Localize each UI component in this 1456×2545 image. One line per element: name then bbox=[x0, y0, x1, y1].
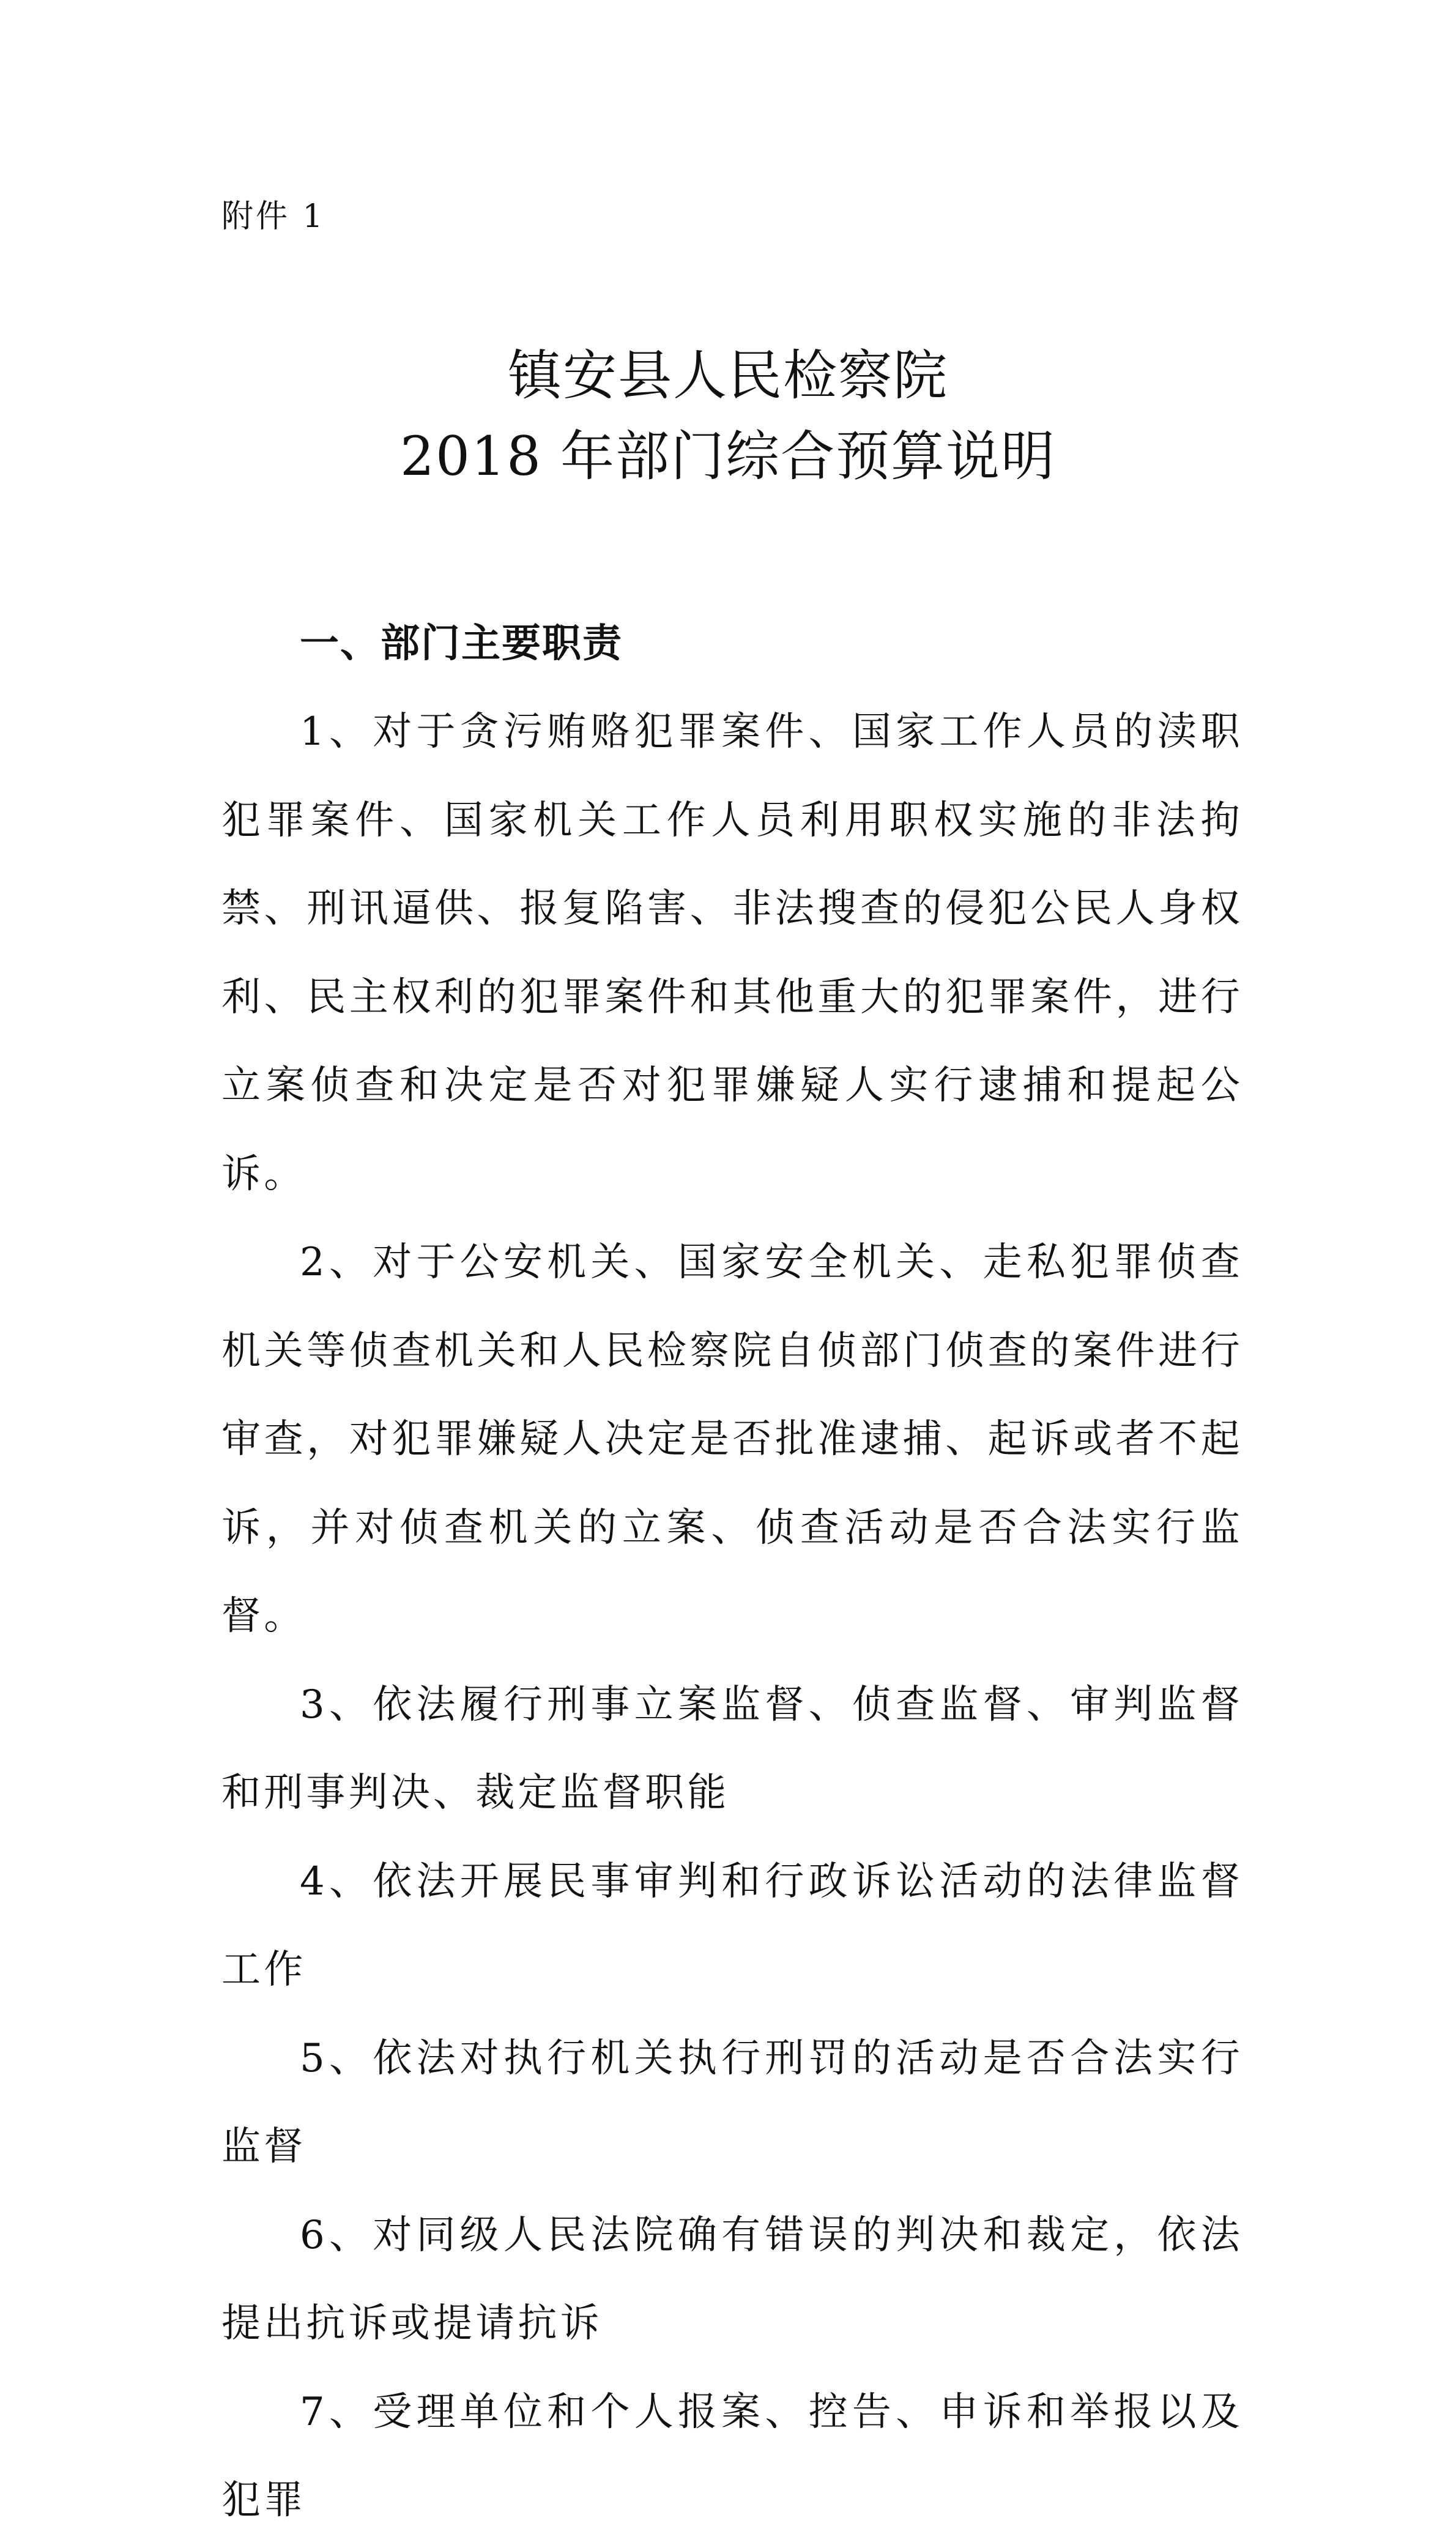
title-line-2: 2018 年部门综合预算说明 bbox=[400, 425, 1056, 488]
paragraph-6: 6、对同级人民法院确有错误的判决和裁定，依法提出抗诉或提请抗诉 bbox=[221, 2212, 1243, 2346]
document-title bbox=[0, 335, 1456, 497]
section-heading: 一、部门主要职责 bbox=[300, 621, 623, 666]
paragraph-5: 5、依法对执行机关执行刑罚的活动是否合法实行监督 bbox=[221, 2035, 1243, 2169]
paragraph-7: 7、受理单位和个人报案、控告、申诉和举报以及犯罪 bbox=[221, 2389, 1243, 2523]
document-body bbox=[221, 600, 1243, 2545]
paragraph-4: 4、依法开展民事审判和行政诉讼活动的法律监督工作 bbox=[221, 1858, 1243, 1992]
paragraph-2: 2、对于公安机关、国家安全机关、走私犯罪侦查机关等侦查机关和人民检察院自侦部门侦查的案件进行审查，对犯罪嫌疑人决定是否批准逮捕、起诉或者不起诉，并对侦查机关的立案、侦查活动是否合法实行监督。 bbox=[221, 1240, 1243, 1639]
title-line-1: 镇安县人民检察院 bbox=[507, 344, 948, 407]
paragraph-1: 1、对于贪污贿赂犯罪案件、国家工作人员的渎职犯罪案件、国家机关工作人员利用职权实施的非法拘禁、刑讯逼供、报复陷害、非法搜查的侵犯公民人身权利、民主权利的犯罪案件和其他重大的犯罪案件，进行立案侦查和决定是否对犯罪嫌疑人实行逮捕和提起公诉。 bbox=[221, 709, 1243, 1197]
paragraph-3: 3、依法履行刑事立案监督、侦查监督、审判监督和刑事判决、裁定监督职能 bbox=[221, 1682, 1243, 1816]
attachment-label: 附件 1 bbox=[221, 198, 325, 235]
